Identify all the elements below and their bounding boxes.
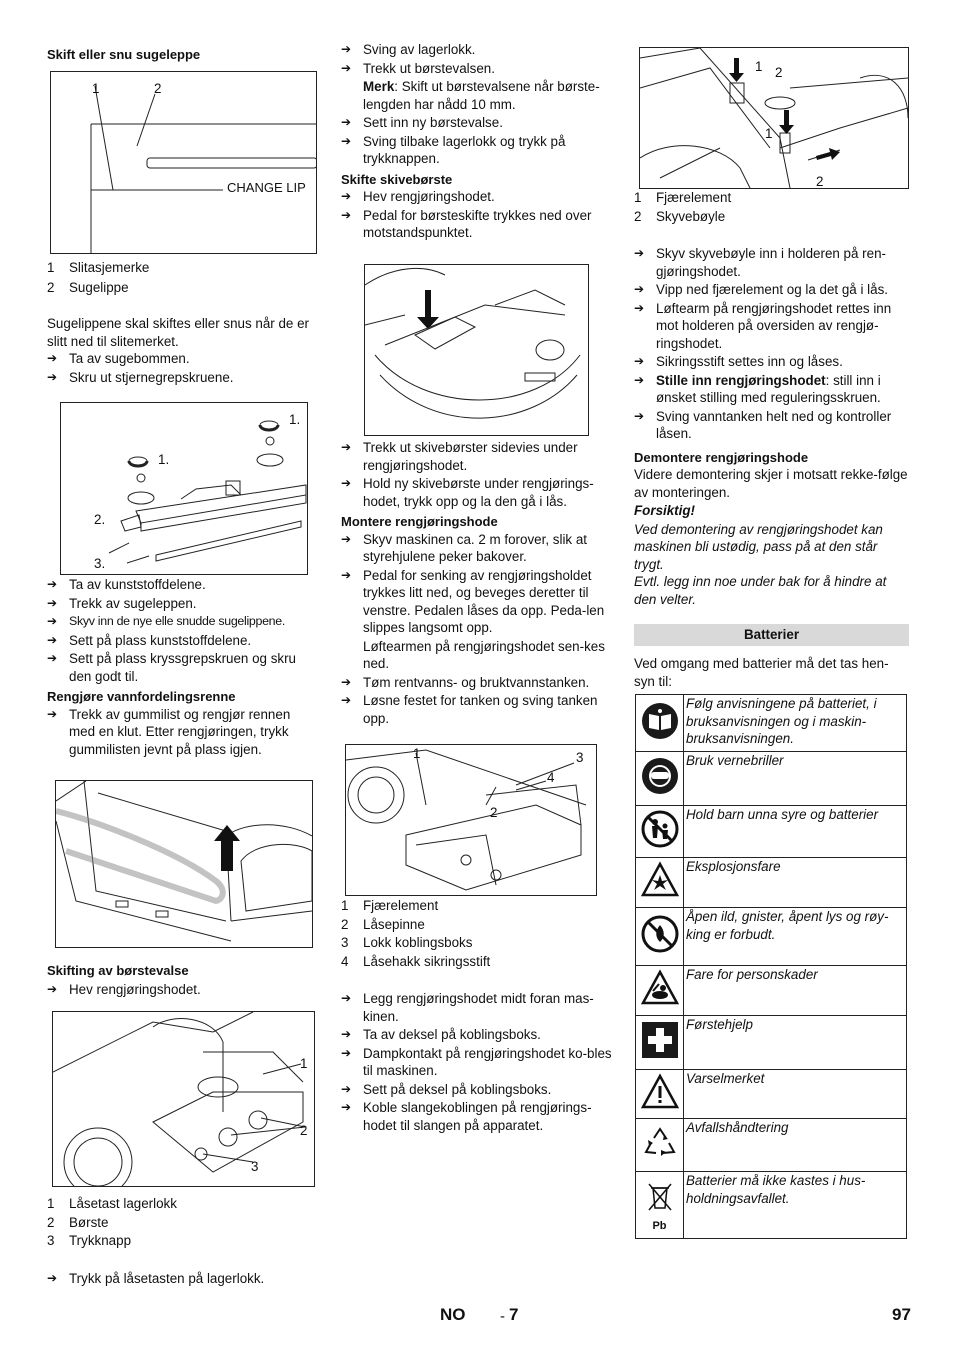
step: ➔ Sett på plass kunststoffdelene.	[47, 632, 315, 650]
symbol-row	[636, 1119, 907, 1172]
legend-spring	[634, 189, 909, 225]
heading-change-lip: Skift eller snu sugeleppe	[47, 47, 201, 62]
callout-4: 4	[547, 770, 555, 785]
callout-1: 1	[300, 1056, 308, 1071]
step: ➔ Trekk av gummilist og rengjør rennen med en klut. Etter rengjøringen, trykk gummilisten jevnt på plass igjen.	[47, 706, 315, 759]
lip-text-block	[47, 315, 315, 386]
figure-spring-element	[639, 47, 909, 189]
caution-text-2: Evtl. legg inn noe under bak for å hindre at den velter.	[634, 574, 887, 607]
legend-item: 2 Børste	[47, 1214, 109, 1230]
step: ➔ Sett på plass kryssgrepskruen og skru den godt til.	[47, 650, 315, 685]
legend-item: 1 Slitasjemerke	[47, 260, 150, 275]
callout-1: 1	[413, 746, 421, 761]
step: ➔ Stille inn rengjøringshodet: still inn i ønsket stilling med reguleringsskruen.	[634, 372, 909, 407]
step: ➔ Ta av kunststoffdelene.	[47, 576, 315, 594]
callout-1a: 1.	[289, 412, 301, 427]
legend-mount	[341, 897, 613, 970]
symbol-row	[636, 752, 907, 806]
callout-2b: 2	[816, 174, 824, 189]
step: ➔ Hev rengjøringshodet.	[341, 188, 613, 206]
callout-2: 2	[154, 81, 162, 96]
step: ➔ Ta av sugebommen.	[47, 350, 315, 368]
step: ➔ Ta av deksel på koblingsboks.	[341, 1026, 613, 1044]
legend-lip	[47, 259, 315, 296]
symbol-text: Fare for personskader	[684, 966, 907, 1016]
step: ➔ Løsne festet for tanken og sving tanken opp.	[341, 692, 613, 727]
step: ➔ Trekk ut skivebørster sidevies under rengjøringshodet.	[341, 439, 613, 474]
symbol-row	[636, 966, 907, 1016]
step: ➔ Skyv inn de nye elle snudde sugelippene.	[47, 613, 315, 631]
safety-symbol-table	[635, 694, 907, 1239]
legend-item: 2 Skyvebøyle	[634, 208, 726, 224]
paragraph: Videre demontering skjer i motsatt rekke-følge av monteringen.	[634, 467, 908, 500]
footer-page-number: 97	[892, 1305, 911, 1324]
step: ➔ Sikringsstift settes inn og låses.	[634, 353, 909, 371]
step: ➔ Hold ny skivebørste under rengjørings-hodet, trykk opp og la den gå i lås.	[341, 475, 613, 510]
figure-water-channel	[55, 780, 313, 948]
paragraph: Løftearmen på rengjøringshodet sen-kes ned.	[363, 638, 605, 671]
step: ➔ Trekk ut børstevalsen.	[341, 60, 613, 78]
step: ➔ Trykk på låsetasten på lagerlokk.	[47, 1270, 315, 1288]
legend-item: 4 Låsehakk sikringsstift	[341, 953, 491, 969]
symbol-text: Avfallshåndtering	[684, 1119, 907, 1172]
caution-title: Forsiktig!	[634, 503, 696, 518]
symbol-row	[636, 1070, 907, 1119]
explosion-icon	[636, 858, 684, 908]
symbol-text: Batterier må ikke kastes i hus-holdningsavfallet.	[684, 1172, 907, 1239]
symbol-row	[636, 1172, 907, 1239]
step: ➔ Skru ut stjernegrepskruene.	[47, 369, 315, 387]
brush-steps	[341, 41, 613, 242]
footer-separator: -	[500, 1308, 505, 1325]
disc-steps	[341, 439, 613, 727]
step: ➔ Legg rengjøringshodet midt foran mas-kinen.	[341, 990, 613, 1025]
heading-renne: Rengjøre vannfordelingsrenne	[47, 689, 236, 704]
legend-brush	[47, 1195, 315, 1250]
lip-steps-2	[47, 576, 315, 758]
step: ➔ Pedal for senking av rengjøringsholdet trykkes litt ned, og beveges deretter til venstre. Pedalen låses da opp. Peda-len slippes langsomt opp.	[341, 567, 613, 637]
no-fire-icon	[636, 908, 684, 966]
heading-brush: Skifting av børstevalse	[47, 963, 189, 978]
symbol-text: Bruk vernebriller	[684, 752, 907, 806]
figure-disc-brush	[364, 264, 589, 436]
symbol-row	[636, 1016, 907, 1070]
callout-2: 2.	[94, 512, 106, 527]
callout-1: 1	[92, 81, 100, 96]
symbol-row	[636, 858, 907, 908]
symbol-text: Varselmerket	[684, 1070, 907, 1119]
step: ➔ Sving av lagerlokk.	[341, 41, 613, 59]
injury-icon	[636, 966, 684, 1016]
symbol-text: Eksplosjonsfare	[684, 858, 907, 908]
recycle-icon	[636, 1119, 684, 1172]
symbol-text: Hold barn unna syre og batterier	[684, 806, 907, 858]
step: ➔ Hev rengjøringshodet.	[47, 981, 315, 999]
step: ➔ Pedal for børsteskifte trykkes ned over motstandspunktet.	[341, 207, 613, 242]
children-icon	[636, 806, 684, 858]
figure-lip-screws	[60, 402, 308, 575]
callout-3: 3	[251, 1159, 259, 1174]
heading-mount: Montere rengjøringshode	[341, 514, 498, 529]
step: ➔ Sett på deksel på koblingsboks.	[341, 1081, 613, 1099]
callout-2: 2	[300, 1123, 308, 1138]
legend-item: 3 Lokk koblingsboks	[341, 935, 473, 950]
step: ➔ Løftearm på rengjøringshodet rettes inn mot holderen på oversiden av rengjø-ringshodet.	[634, 300, 909, 353]
paragraph: Ved omgang med batterier må det tas hen-syn til:	[634, 656, 889, 689]
first-aid-icon	[636, 1016, 684, 1070]
symbol-text: Førstehjelp	[684, 1016, 907, 1070]
spring-steps	[634, 245, 909, 608]
callout-2: 2	[490, 805, 498, 820]
step: ➔ Sett inn ny børstevalse.	[341, 114, 613, 132]
step: ➔ Trekk av sugeleppen.	[47, 595, 315, 613]
step: ➔ Skyv skyvebøyle inn i holderen på ren-gjøringshodet.	[634, 245, 909, 280]
manual-icon	[636, 695, 684, 752]
heading-disc: Skifte skivebørste	[341, 171, 453, 187]
symbol-text: Åpen ild, gnister, åpent lys og røy-king er forbudt.	[684, 908, 907, 966]
step: ➔ Tøm rentvanns- og bruktvannstanken.	[341, 674, 613, 692]
step: ➔ Sving vanntanken helt ned og kontroller låsen.	[634, 408, 909, 443]
heading-demount: Demontere rengjøringshode	[634, 449, 809, 465]
step: ➔ Vipp ned fjærelement og la det gå i lås.	[634, 281, 909, 299]
footer-language: NO	[440, 1305, 466, 1324]
symbol-text: Følg anvisningene på batteriet, i bruksanvisningen og i maskin-bruksanvisningen.	[684, 695, 907, 752]
step: ➔ Dampkontakt på rengjøringshodet ko-bles til maskinen.	[341, 1045, 613, 1080]
callout-3: 3	[576, 750, 584, 765]
symbol-row	[636, 908, 907, 966]
legend-item: 1 Fjærelement	[341, 898, 439, 913]
step: ➔ Skyv maskinen ca. 2 m forover, slik at styrehjulene peker bakover.	[341, 531, 613, 566]
callout-1a: 1	[755, 59, 763, 74]
step: ➔ Koble slangekoblingen på rengjørings-hodet til slangen på apparatet.	[341, 1099, 613, 1134]
warning-icon	[636, 1070, 684, 1119]
callout-2a: 2	[775, 65, 783, 80]
footer-page-local: 7	[509, 1305, 519, 1324]
note: Merk: Skift ut børstevalsene når børste-lengden har nådd 10 mm.	[363, 79, 600, 112]
legend-item: 1 Låsetast lagerlokk	[47, 1196, 177, 1211]
figure-brush-roller	[52, 1011, 315, 1187]
bin-pb-icon	[636, 1172, 684, 1239]
symbol-row	[636, 806, 907, 858]
mount-steps	[341, 990, 613, 1134]
callout-1b: 1.	[158, 452, 170, 467]
goggles-icon	[636, 752, 684, 806]
callout-3: 3.	[94, 556, 106, 571]
change-lip-label: CHANGE LIP	[227, 180, 306, 195]
section-band-batterier: Batterier	[634, 624, 909, 646]
figure-change-lip	[50, 71, 317, 254]
callout-1b: 1	[765, 126, 773, 141]
legend-item: 2 Sugelippe	[47, 279, 129, 295]
caution-text: Ved demontering av rengjøringshodet kan maskinen bli ustødig, pass på at den står trygt.	[634, 521, 883, 572]
legend-item: 1 Fjærelement	[634, 190, 732, 205]
pb-label: Pb	[652, 1220, 667, 1233]
symbol-row	[636, 695, 907, 752]
legend-item: 2 Låsepinne	[341, 916, 425, 932]
paragraph: Sugelippene skal skiftes eller snus når de er slitt ned til slitemerket.	[47, 316, 310, 349]
step: ➔ Sving tilbake lagerlokk og trykk på trykknappen.	[341, 133, 613, 168]
legend-item: 3 Trykknapp	[47, 1233, 132, 1248]
figure-mount-head	[345, 744, 597, 896]
